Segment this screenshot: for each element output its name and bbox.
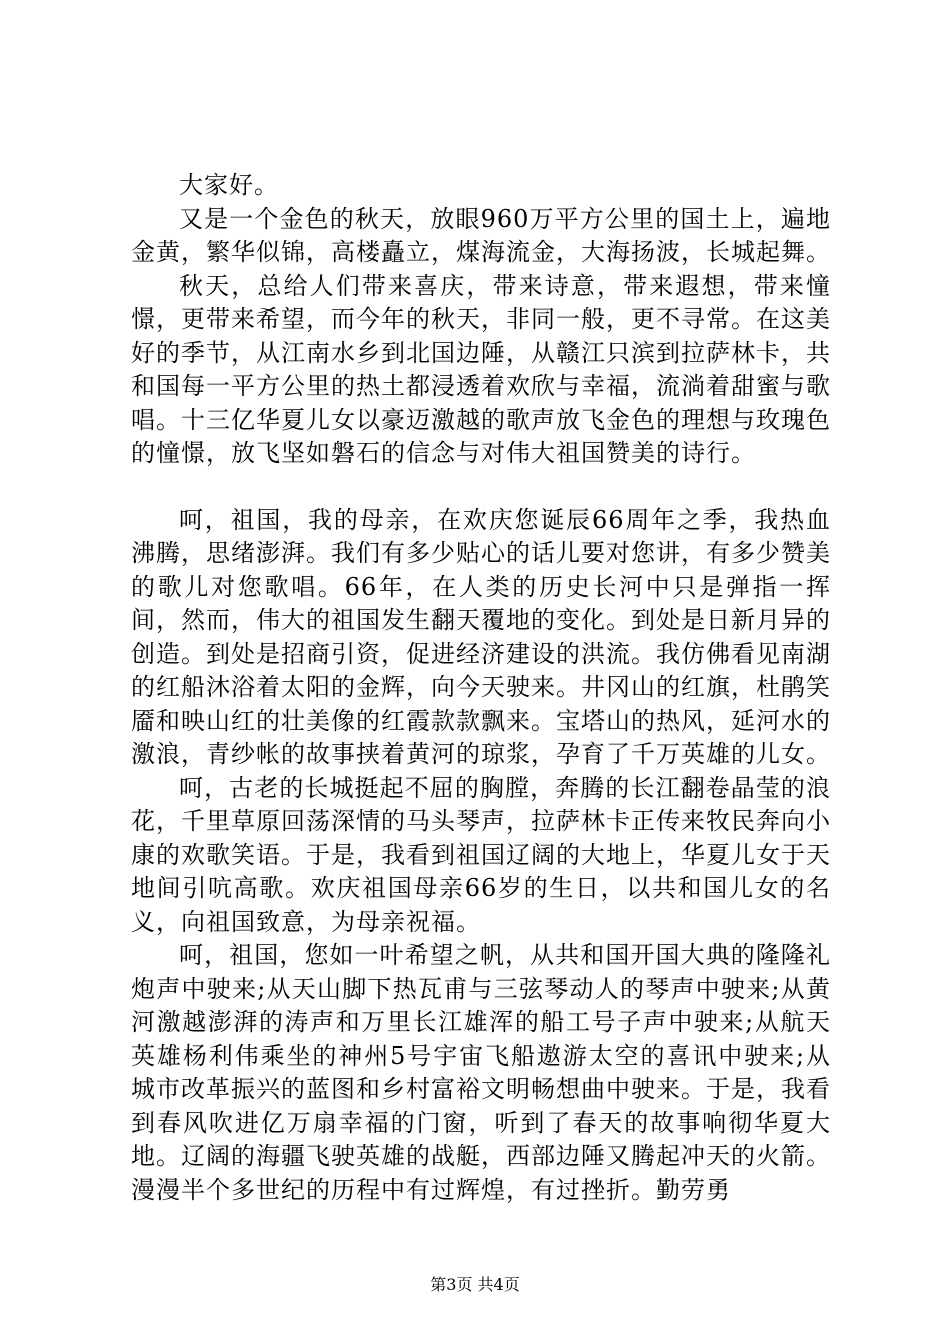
paragraph-autumn-golden: 又是一个金色的秋天，放眼960万平方公里的国土上，遍地金黄，繁华似锦，高楼矗立，煤海流金，大海扬波，长城起舞。 — [131, 204, 831, 266]
paragraph-autumn-hope: 秋天，总给人们带来喜庆，带来诗意，带来遐想，带来憧憬，更带来希望，而今年的秋天，非同一般，更不寻常。在这美好的季节，从江南水乡到北国边陲，从赣江只滨到拉萨林卡，共和国每一平方公里的热土都浸透着欢欣与幸福，流淌着甜蜜与歌唱。十三亿华夏儿女以豪迈激越的歌声放飞金色的理想与玫瑰色的憧憬，放飞坚如磐石的信念与对伟大祖国赞美的诗行。 — [131, 271, 831, 467]
page-number-footer: 第3页 共4页 — [430, 1275, 520, 1294]
paragraph-greeting: 大家好。 — [179, 171, 279, 199]
document-body — [131, 169, 831, 1207]
paragraph-great-wall: 呵，古老的长城挺起不屈的胸膛，奔腾的长江翻卷晶莹的浪花，千里草原回荡深情的马头琴声，拉萨林卡正传来牧民奔向小康的欢歌笑语。于是，我看到祖国辽阔的大地上，华夏儿女于天地间引吭高歌。欢庆祖国母亲66岁的生日，以共和国儿女的名义，向祖国致意，为母亲祝福。 — [131, 773, 831, 936]
paragraph-sail-of-hope: 呵，祖国，您如一叶希望之帆，从共和国开国大典的隆隆礼炮声中驶来;从天山脚下热瓦甫与三弦琴动人的琴声中驶来;从黄河激越澎湃的涛声和万里长江雄浑的船工号子声中驶来;从航天英雄杨利伟乘坐的神州5号宇宙飞船遨游太空的喜讯中驶来;从城市改革振兴的蓝图和乡村富裕文明畅想曲中驶来。于是，我看到春风吹进亿万扇幸福的门窗，听到了春天的故事响彻华夏大地。辽阔的海疆飞驶英雄的战艇，西部边陲又腾起冲天的火箭。漫漫半个多世纪的历程中有过辉煌，有过挫折。勤劳勇 — [131, 941, 831, 1204]
paragraph-motherland-66: 呵，祖国，我的母亲，在欢庆您诞辰66周年之季，我热血沸腾，思绪澎湃。我们有多少贴心的话儿要对您讲，有多少赞美的歌儿对您歌唱。66年，在人类的历史长河中只是弹指一挥间，然而，伟大的祖国发生翻天覆地的变化。到处是日新月异的创造。到处是招商引资，促进经济建设的洪流。我仿佛看见南湖的红船沐浴着太阳的金辉，向今天驶来。井冈山的红旗，杜鹃笑靥和映山红的壮美像的红霞款款飘来。宝塔山的热风，延河水的激浪，青纱帐的故事挟着黄河的琼浆，孕育了千万英雄的儿女。 — [131, 505, 831, 768]
